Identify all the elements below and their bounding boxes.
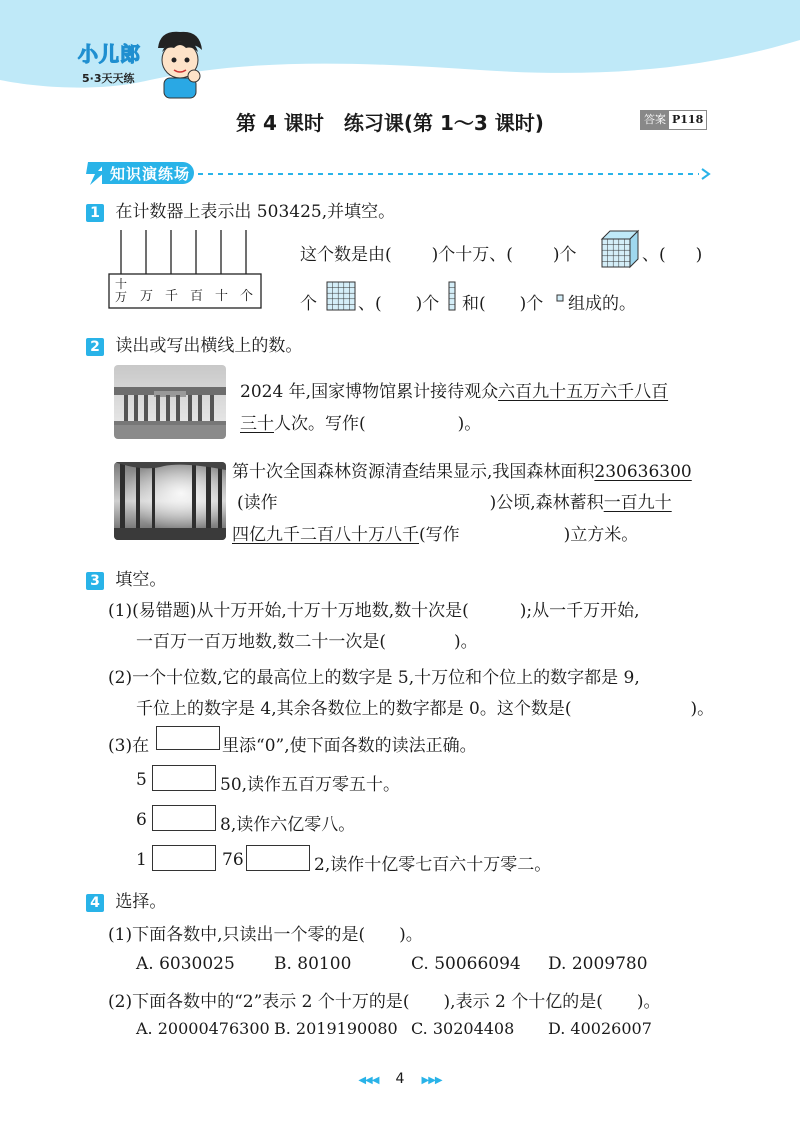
thousand-cube-icon <box>600 229 640 269</box>
q3-sample-box <box>156 726 220 750</box>
mascot-boy-icon <box>150 26 206 100</box>
q4-prompt: 选择。 <box>115 892 167 912</box>
logo-subtitle: 5·3天天练 <box>82 72 135 85</box>
q2-p1-line1: 2024 年,国家博物馆累计接待观众六百九十五万六千八百 <box>240 382 669 402</box>
q3-r1-box[interactable] <box>152 765 216 791</box>
hundred-flat-icon <box>326 281 356 311</box>
next-arrows-icon: ▶▶▶ <box>421 1075 442 1086</box>
q4-s2-option-a[interactable]: A. 20000476300 <box>136 1019 270 1038</box>
answer-badge <box>640 110 707 130</box>
footer <box>330 1068 470 1087</box>
q1-number: 1 <box>86 204 104 222</box>
q2-number: 2 <box>86 338 104 356</box>
q3-s2-line2: 千位上的数字是 4,其余各数位上的数字都是 0。这个数是( )。 <box>136 699 715 719</box>
q3-prompt: 填空。 <box>115 570 167 590</box>
answer-page: P118 <box>672 113 704 126</box>
q3-s3-b: 里添“0”,使下面各数的读法正确。 <box>222 736 477 756</box>
museum-photo <box>114 365 226 439</box>
abacus-label-qian: 千 <box>165 289 179 304</box>
q3-s1-line1: (1)(易错题)从十万开始,十万十万地数,数十次是( );从一千万开始, <box>108 601 640 621</box>
q4-s2-option-d[interactable]: D. 40026007 <box>548 1019 652 1038</box>
q2-p1-line2: 三十人次。写作( )。 <box>240 414 482 434</box>
abacus-label-bai: 百 <box>190 289 204 304</box>
forest-photo <box>114 462 226 540</box>
q3-header <box>86 565 166 590</box>
page-title: 第 4 课时 练习课(第 1～3 课时) <box>236 111 544 135</box>
unit-cube-icon <box>556 294 564 302</box>
abacus-label-shiwan: 十 万 <box>114 277 127 304</box>
q4-s2-option-b[interactable]: B. 2019190080 <box>274 1019 398 1038</box>
q4-s2-option-c[interactable]: C. 30204408 <box>411 1019 515 1038</box>
prev-arrows-icon: ◀◀◀ <box>358 1075 379 1086</box>
answer-label: 答案 <box>641 111 669 129</box>
q2-header <box>86 331 302 356</box>
q4-s1-option-c[interactable]: C. 50066094 <box>411 954 521 974</box>
q1-line2-d: 组成的。 <box>568 294 636 314</box>
q2-p2-line1: 第十次全国森林资源清查结果显示,我国森林面积230636300 <box>232 462 692 482</box>
q4-s1: (1)下面各数中,只读出一个零的是( )。 <box>108 925 423 945</box>
q1-header <box>86 197 395 222</box>
q3-s1-line2: 一百万一百万地数,数二十一次是( )。 <box>136 632 478 652</box>
q3-number: 3 <box>86 572 104 590</box>
q4-s2: (2)下面各数中的“2”表示 2 个十万的是( ),表示 2 个十亿的是( )。 <box>108 992 661 1012</box>
q3-s3-a: (3)在 <box>108 736 150 756</box>
q4-s1-option-b[interactable]: B. 80100 <box>274 954 352 974</box>
abacus-label-wan: 万 <box>140 289 154 304</box>
q4-header <box>86 887 166 912</box>
q1-line2-c: 和( )个 <box>462 294 544 314</box>
q3-r3-pre: 1 <box>136 850 147 870</box>
ten-rod-icon <box>448 281 456 311</box>
q4-s1-option-d[interactable]: D. 2009780 <box>548 954 648 974</box>
q3-r2-pre: 6 <box>136 810 147 830</box>
q3-r3-box2[interactable] <box>246 845 310 871</box>
q1-line1: 这个数是由( )个十万、( )个 <box>300 245 577 265</box>
logo-title: 小儿郎 <box>78 42 141 66</box>
abacus-label-shi: 十 <box>215 289 229 304</box>
q1-line2-a: 个 <box>300 294 317 314</box>
q2-p2-line2: (读作 )公顷,森林蓄积一百九十 <box>237 493 672 513</box>
abacus-label-ge: 个 <box>240 289 254 304</box>
q3-r3-mid: 76 <box>222 850 244 870</box>
q1-line1-end: 、( ) <box>642 245 703 265</box>
q3-s2-line1: (2)一个十位数,它的最高位上的数字是 5,十万位和个位上的数字都是 9, <box>108 668 640 688</box>
q3-r3-box1[interactable] <box>152 845 216 871</box>
q4-s1-option-a[interactable]: A. 6030025 <box>136 954 235 974</box>
q3-r2-post: 8,读作六亿零八。 <box>220 815 356 835</box>
section-title: 知识演练场 <box>110 165 191 183</box>
q3-r3-post: 2,读作十亿零七百六十万零二。 <box>314 855 552 875</box>
q3-r2-box[interactable] <box>152 805 216 831</box>
q1-line2-b: 、( )个 <box>358 294 440 314</box>
q1-prompt: 在计数器上表示出 503425,并填空。 <box>115 202 396 222</box>
q2-prompt: 读出或写出横线上的数。 <box>115 336 303 356</box>
page-number: 4 <box>395 1071 405 1087</box>
section-dashes <box>194 168 714 180</box>
q3-r1-pre: 5 <box>136 770 147 790</box>
q3-r1-post: 50,读作五百万零五十。 <box>220 775 401 795</box>
section-header <box>84 160 714 186</box>
q2-p2-line3: 四亿九千二百八十万八千(写作 )立方米。 <box>232 525 639 545</box>
q4-number: 4 <box>86 894 104 912</box>
